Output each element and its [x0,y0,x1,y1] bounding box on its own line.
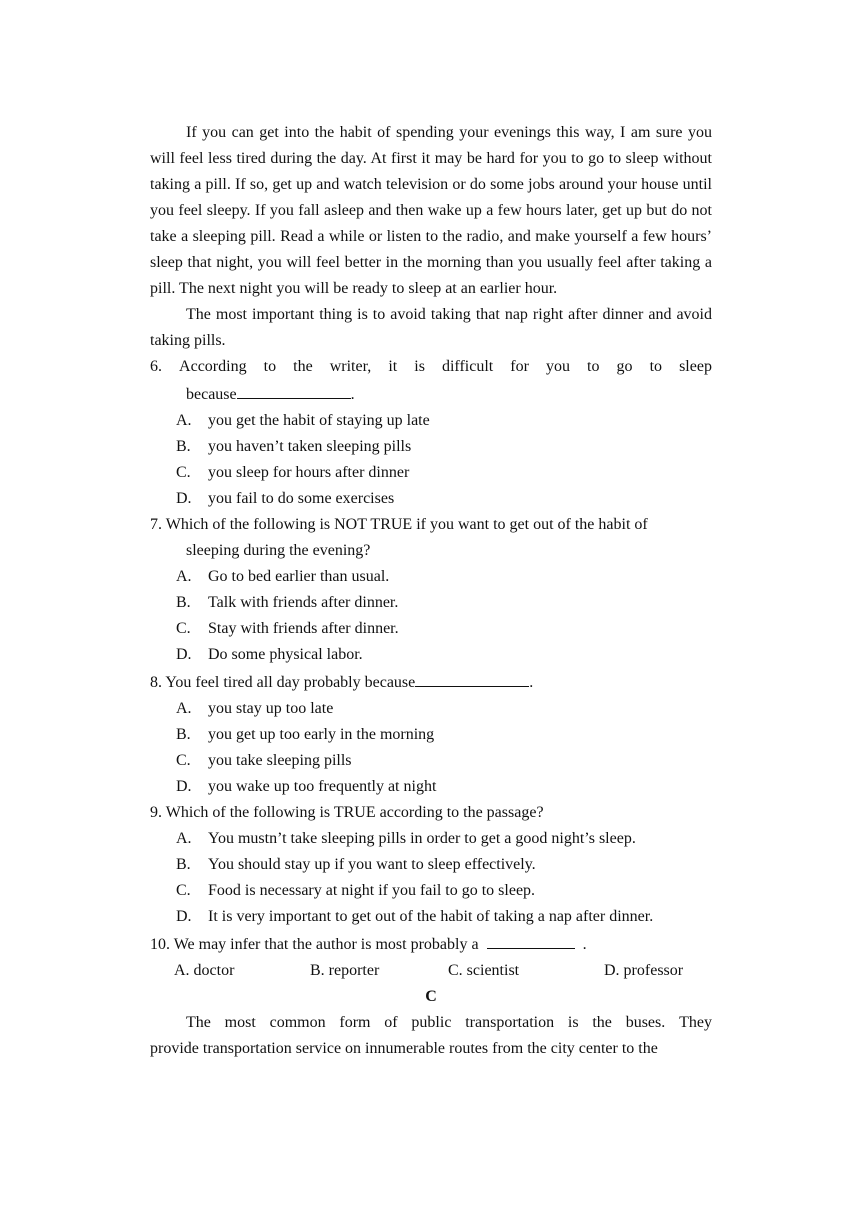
document-page [150,120,712,1062]
question-8-stem: 8. You feel tired all day probably because . [150,668,712,696]
option-d: D. you wake up too frequently at night [176,778,437,795]
option-d: D. professor [604,962,684,979]
option-b: B. you get up too early in the morning [176,726,435,743]
option-b: B. reporter [310,962,380,979]
passage-paragraph-1: If you can get into the habit of spending your evenings this way, I am sure you will feel less tired during the day. At first it may be hard for you to go to sleep without taking a pill. If so, get up and watch television or do some jobs around your house until you feel sleepy. If you fall asleep and then wake up a few hours later, get up but do not take a sleeping pill. Read a while or listen to the radio, and make yourself a few hours’ sleep that night, you will feel better in the morning than you usually feel after taking a pill. The next night you will be ready to sleep at an earlier hour. [150,124,712,297]
option-d: D. Do some physical labor. [176,646,363,663]
section-heading: C [425,988,437,1005]
passage-paragraph-2: The most important thing is to avoid taking that nap right after dinner and avoid taking pills. [150,306,712,349]
question-10-options [174,958,712,984]
section-c-line-2: provide transportation service on innumerable routes from the city center to the [150,1040,658,1057]
option-d: D. It is very important to get out of the habit of taking a nap after dinner. [176,908,654,925]
question-8 [150,668,712,800]
question-6-stem-line-1: 6. According to the writer, it is difficult for you to go to sleep [150,358,712,375]
question-6 [150,354,712,512]
option-b: B. you haven’t taken sleeping pills [176,438,412,455]
question-7 [150,512,712,668]
question-9 [150,800,712,930]
option-a: A. doctor [174,962,235,979]
option-c: C. you sleep for hours after dinner [176,464,410,481]
option-c: C. Food is necessary at night if you fail to go to sleep. [176,882,536,899]
option-b: B. Talk with friends after dinner. [176,594,399,611]
question-7-stem-line-1: 7. Which of the following is NOT TRUE if you want to get out of the habit of [150,516,648,533]
answer-blank [237,380,351,399]
section-c-line-1: The most common form of public transportation is the buses. They [186,1014,712,1031]
question-10 [150,930,712,984]
option-d: D. you fail to do some exercises [176,490,395,507]
question-10-stem: 10. We may infer that the author is most probably a . [150,930,712,958]
question-7-stem-line-2: sleeping during the evening? [186,542,371,559]
question-9-stem: 9. Which of the following is TRUE according to the passage? [150,804,544,821]
option-c: C. scientist [448,962,520,979]
option-b: B. You should stay up if you want to sleep effectively. [176,856,536,873]
option-a: A. you get the habit of staying up late [176,412,430,429]
option-a: A. Go to bed earlier than usual. [176,568,390,585]
answer-blank [487,930,575,949]
answer-blank [415,668,529,687]
option-c: C. you take sleeping pills [176,752,352,769]
option-a: A. You mustn’t take sleeping pills in order to get a good night’s sleep. [176,830,636,847]
option-c: C. Stay with friends after dinner. [176,620,399,637]
question-6-stem-line-2: because . [150,380,712,408]
option-a: A. you stay up too late [176,700,334,717]
